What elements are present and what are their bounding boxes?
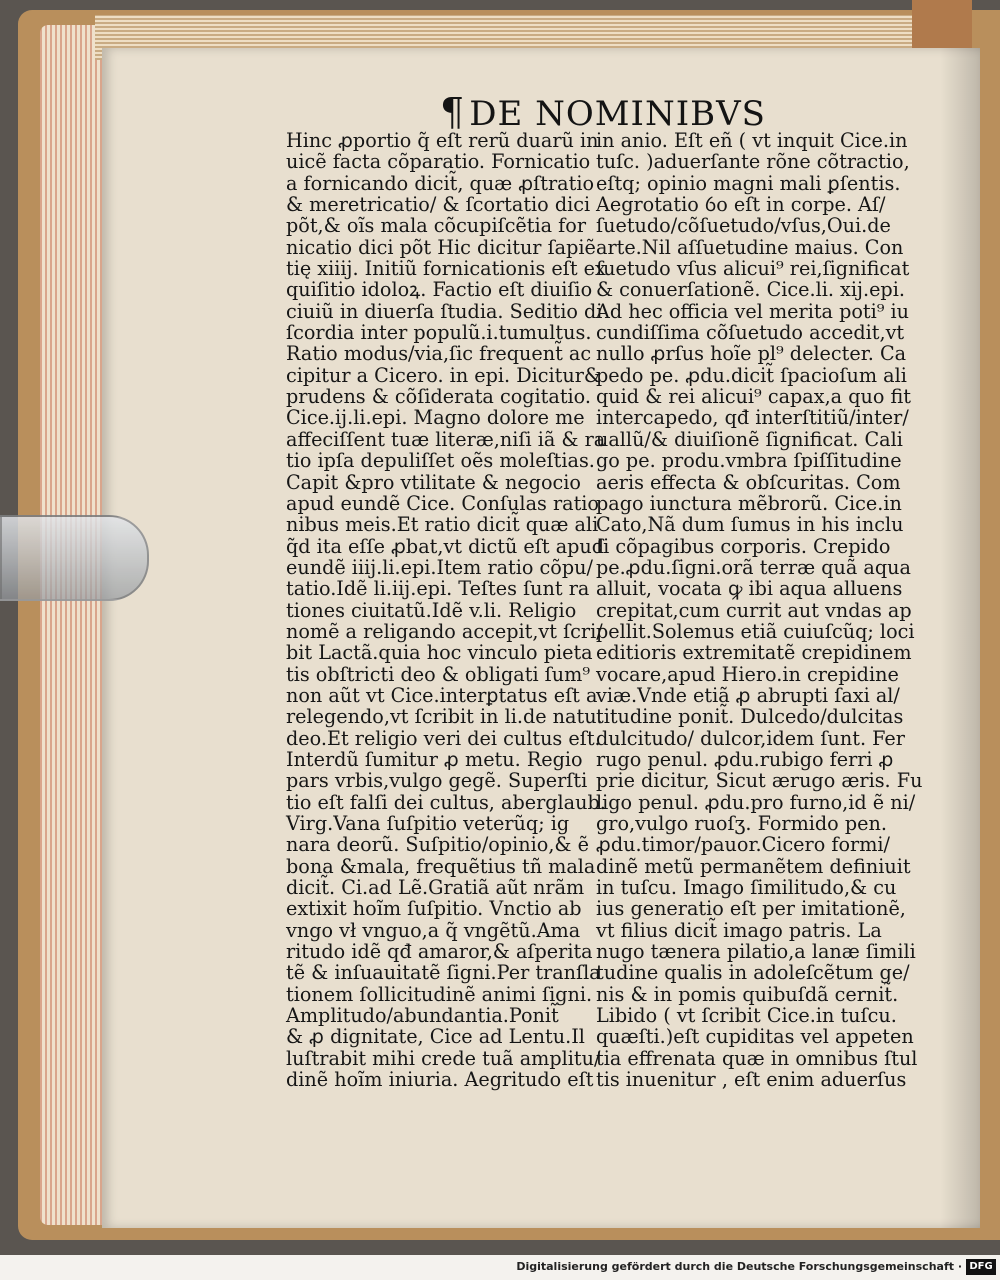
text-line: tia effrenata quæ in omnibus ſtul [596, 1046, 918, 1070]
text-line: pe.ꝓdu.ſigni.orã terræ quã aqua [596, 555, 911, 579]
text-line: a fornicando dicit̃, quæ ꝓſtratio [286, 171, 595, 195]
text-line: pedo pe. ꝓdu.dicit̃ ſpacioſum ali [596, 363, 907, 387]
text-line: tię xiiij. Initiũ fornicationis eſt ex [286, 257, 606, 281]
text-line: Ratio modus/via,ſic frequent̃ ac [286, 342, 592, 366]
text-line: tio ipſa depuliſſet oẽs moleſtias. [286, 449, 595, 473]
text-line: ius generatio eſt per imitationẽ, [596, 897, 906, 921]
text-line: tatio.Idẽ li.iij.epi. Teſtes ſunt ra [286, 577, 590, 601]
text-line: pellit.Solemus etiã cuiuſcũq; loci [596, 619, 915, 643]
text-line: Virg.Vana ſuſpitio veterũq; ig [286, 812, 570, 835]
text-line: ritudo idẽ qđ amaror,& aſperita [286, 940, 593, 964]
text-line: intercapedo, qđ interſtitiũ/inter/ [596, 406, 909, 430]
text-line: rugo penul. ꝓdu.rubigo ferri ꝓ [596, 747, 894, 771]
text-column-right [596, 130, 922, 1090]
text-line: crepitat,cum currit aut vndas ap [596, 598, 912, 622]
text-line: tiones ciuitatũ.Idẽ v.li. Religio [286, 598, 577, 622]
footer-bar [0, 1255, 1000, 1280]
text-line: nugo tænera pilatio,a lanæ ſimili [596, 940, 916, 964]
text-line: nis & in pomis quibuſdã cernit̃. [596, 982, 899, 1006]
text-line: ciuiũ in diuerſa ſtudia. Seditio di [286, 299, 603, 323]
text-line: nara deorũ. Suſpitio/opinio,& ẽ [286, 833, 589, 857]
text-line: tis inuenitur , eſt enim aduerſus [596, 1068, 907, 1092]
text-line: Hinc ꝓportio q̃ eſt rerũ duarũ in [286, 129, 599, 152]
text-line: ligo penul. ꝓdu.pro furno,id ẽ ni/ [596, 790, 916, 814]
text-line: bona &mala, frequẽtius tñ mala [286, 854, 596, 878]
text-line: prudens & cõſiderata cogitatio. [286, 385, 591, 409]
text-line: titudine ponit̃. Dulcedo/dulcitas [596, 705, 904, 729]
text-line: tuſc. )aduerſante rõne cõtractio, [596, 150, 910, 174]
text-line: viæ.Vnde etiã ꝓ abrupti ſaxi al/ [596, 683, 900, 707]
spine-shadow [940, 48, 980, 1228]
text-line: tis obſtricti deo & obligati ſum⁹ [286, 662, 591, 686]
text-column-left [286, 130, 606, 1090]
text-line: vt filius dicit̃ imago patris. La [596, 918, 882, 942]
text-line: Cato,Nã dum ſumus in his inclu [596, 513, 904, 537]
text-line: tionem ſollicitudinẽ animi ſigni. [286, 982, 593, 1006]
text-line: editioris extremitatẽ crepidinem [596, 641, 912, 665]
text-line: Ad hec officia vel merita poti⁹ iu [596, 299, 910, 323]
text-line: gro,vulgo ruoſʒ. Formido pen. [596, 812, 887, 835]
plexiglass-clip [0, 515, 149, 601]
text-line: non aũt vt Cice.interꝑtatus eſt a [286, 683, 598, 707]
text-line: cipitur a Cicero. in epi. Dicitur& [286, 363, 601, 387]
text-line: Cice.ij.li.epi. Magno dolore me [286, 406, 585, 430]
text-line: ſuetudo vſus alicui⁹ rei,ſignificat [596, 257, 910, 281]
text-line: dinẽ metũ permanẽtem definiuit [596, 854, 911, 878]
page-header-text: DE NOMINIBVS [469, 94, 766, 134]
text-line: ꝓdu.timor/pauor.Cicero formi/ [596, 833, 890, 857]
text-line: quæſti.)eſt cupiditas vel appeten [596, 1025, 914, 1049]
text-line: nibus meis.Et ratio dicit̃ quæ ali [286, 513, 599, 537]
text-line: apud eundẽ Cice. Conſulas ratio [286, 491, 599, 515]
text-line: tio eſt falſi dei cultus, aberglaub. [286, 790, 606, 814]
text-line: uicẽ facta cõparatio. Fornicatio [286, 150, 591, 174]
text-line: eſtq; opinio magni mali ꝑſentis. [596, 171, 901, 195]
text-line: bit Lactã.quia hoc vinculo pieta [286, 641, 593, 665]
text-line: pars vrbis,vulgo gegẽ. Superſti [286, 769, 588, 793]
text-line: eundẽ iiij.li.epi.Item ratio cõpu/ [286, 555, 593, 579]
text-line: dinẽ hoĩm iniuria. Aegritudo eſt [286, 1068, 594, 1092]
text-line: dicit̃. Ci.ad Lẽ.Gratiã aũt nrãm [286, 876, 585, 900]
text-line: ſuetudo/cõſuetudo/vſus,Oui.de [596, 214, 891, 238]
text-line: Interdũ ſumitur ꝓ metu. Regio [286, 747, 583, 771]
dfg-logo: DFG [966, 1259, 996, 1275]
text-line: nomẽ a religando accepit,vt ſcri/ [286, 619, 603, 643]
text-line: ſcordia inter populũ.i.tumultus. [286, 321, 592, 345]
text-line: nullo ꝓrſus hoĩe pl⁹ delecter. Ca [596, 342, 907, 366]
text-line: in anio. Eſt eñ ( vt inquit Cice.in [596, 129, 908, 152]
pilcrow-mark: ¶ [440, 90, 466, 134]
text-line: Capit &pro vtilitate & negocio [286, 470, 581, 494]
text-line: affeciſſent tuæ literæ,niſi iã & ra [286, 427, 606, 451]
text-line: arte.Nil aſſuetudine maius. Con [596, 235, 904, 259]
text-line: tẽ & inſuauitatẽ ſigni.Per tranſla [286, 961, 601, 985]
text-line: q̃d ita eſſe ꝓbat,vt dictũ eſt apud [286, 534, 605, 558]
text-line: aeris effecta & obſcuritas. Com [596, 470, 901, 494]
text-line: prie dicitur, Sicut ærugo æris. Fu [596, 769, 923, 793]
text-line: quid & rei alicui⁹ capax,a quo fit [596, 385, 912, 409]
text-line: & ꝓ dignitate, Cice ad Lentu.Il [286, 1025, 585, 1049]
text-line: Amplitudo/abundantia.Ponit̃ [286, 1004, 559, 1028]
text-line: vngo vł vnguo,a q̃ vngẽtũ.Ama [286, 918, 581, 942]
text-line: uallũ/& diuiſionẽ ſignificat. Cali [596, 427, 903, 451]
funding-notice: Digitalisierung gefördert durch die Deutsche Forschungsgemeinschaft · [516, 1260, 962, 1273]
text-line: alluit, vocata ꝙ ibi aqua alluens [596, 577, 903, 601]
text-line: nicatio dici põt Hic dicitur ſapiẽ [286, 235, 596, 259]
text-line: vocare,apud Hiero.in crepidine [596, 662, 899, 686]
text-line: relegendo,vt ſcribit in li.de natu. [286, 705, 603, 729]
text-line: & conuerſationẽ. Cice.li. xij.epi. [596, 278, 905, 302]
text-line: deo.Et religio veri dei cultus eſt. [286, 726, 601, 750]
text-line: pago iunctura mẽbrorũ. Cice.in [596, 491, 902, 515]
text-line: & meretricatio/ & ſcortatio dici [286, 193, 591, 217]
text-line: Aegrotatio ỽo eſt in corpe. Aſ/ [596, 193, 886, 217]
text-line: go pe. produ.vmbra ſpiſſitudine [596, 449, 902, 473]
text-line: extixit hoĩm ſuſpitio. Vnctio ab [286, 897, 582, 921]
text-line: dulcitudo/ dulcor,idem ſunt. Fer [596, 726, 905, 750]
text-line: põt,& oĩs mala cõcupiſcẽtia for [286, 214, 587, 238]
text-line: luſtrabit mihi crede tuã amplitu/ [286, 1046, 601, 1070]
text-line: tudine qualis in adoleſcẽtum ge/ [596, 961, 910, 985]
text-line: cundiſſima cõſuetudo accedit,vt [596, 321, 905, 345]
text-line: in tuſcu. Imago ſimilitudo,& cu [596, 876, 897, 900]
text-line: Libido ( vt ſcribit Cice.in tuſcu. [596, 1004, 897, 1028]
text-line: ſi cõpagibus corporis. Crepido [596, 534, 891, 558]
text-line: quiſitio idoloꝝ. Factio eſt diuiſio [286, 278, 593, 302]
page-header [440, 90, 766, 134]
